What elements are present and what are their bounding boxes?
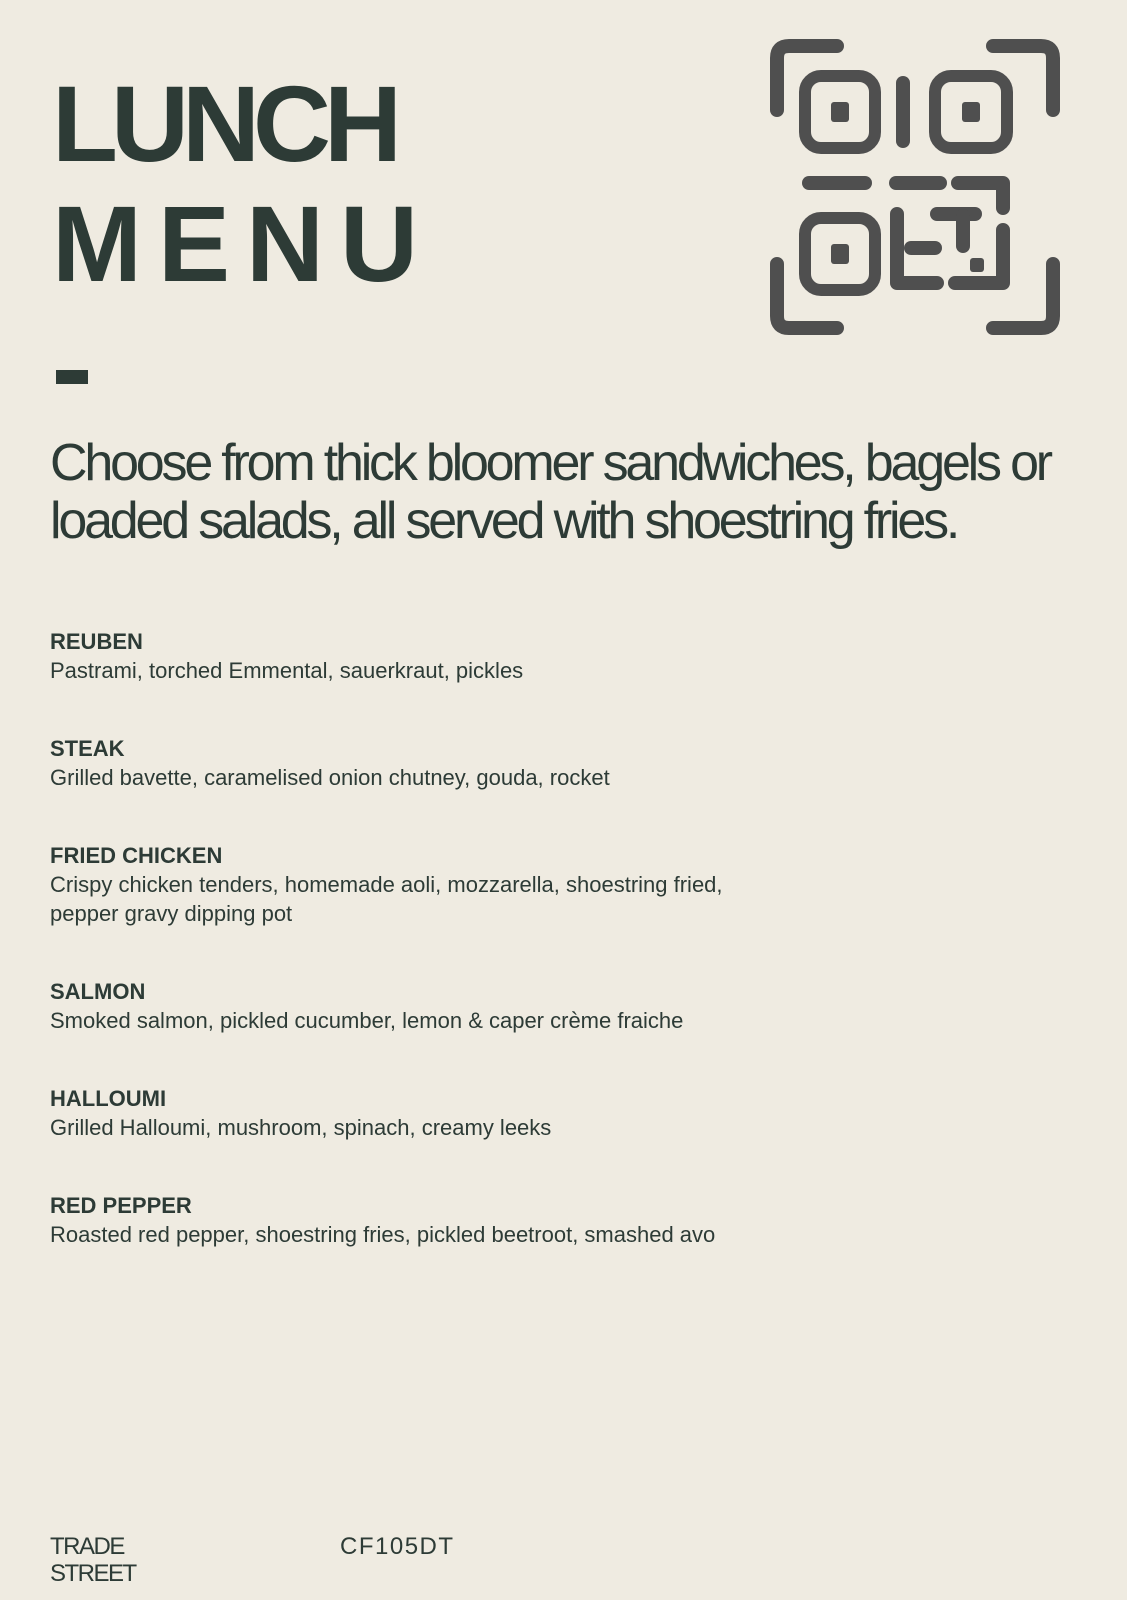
menu-item-description: Roasted red pepper, shoestring fries, pickled beetroot, smashed avo — [50, 1222, 716, 1247]
menu-item-name: FRIED CHICKEN — [50, 843, 223, 868]
menu-item-description: Grilled bavette, caramelised onion chutney, gouda, rocket — [50, 765, 610, 790]
footer-brand: TRADE STREET — [50, 1533, 136, 1587]
menu-title-line1: LUNCH — [52, 63, 395, 184]
menu-item-name: SALMON — [50, 979, 146, 1004]
menu-item-name: REUBEN — [50, 629, 143, 654]
menu-title-line2: MENU — [52, 183, 434, 304]
footer-code: CF105DT — [340, 1533, 455, 1560]
menu-item-name: RED PEPPER — [50, 1193, 192, 1218]
menu-item-description: Crispy chicken tenders, homemade aoli, mozzarella, shoestring fried, pepper gravy dipping pot — [50, 872, 723, 926]
menu-item — [50, 1085, 750, 1142]
menu-item-name: STEAK — [50, 736, 125, 761]
menu-item — [50, 1192, 750, 1249]
title-divider — [56, 370, 88, 384]
menu-item-description: Grilled Halloumi, mushroom, spinach, creamy leeks — [50, 1115, 552, 1140]
menu-item-name: HALLOUMI — [50, 1086, 167, 1111]
qr-module-bar — [896, 76, 910, 148]
menu-item — [50, 735, 750, 792]
menu-item — [50, 978, 750, 1035]
menu-items-list — [50, 628, 750, 1299]
menu-item-description: Smoked salmon, pickled cucumber, lemon & caper crème fraiche — [50, 1008, 684, 1033]
menu-item — [50, 628, 750, 685]
menu-item-description: Pastrami, torched Emmental, sauerkraut, pickles — [50, 658, 524, 683]
menu-item — [50, 842, 750, 928]
qr-code-icon[interactable] — [765, 38, 1065, 336]
menu-intro: Choose from thick bloomer sandwiches, bagels or loaded salads, all served with shoestring fries. — [50, 434, 1050, 550]
